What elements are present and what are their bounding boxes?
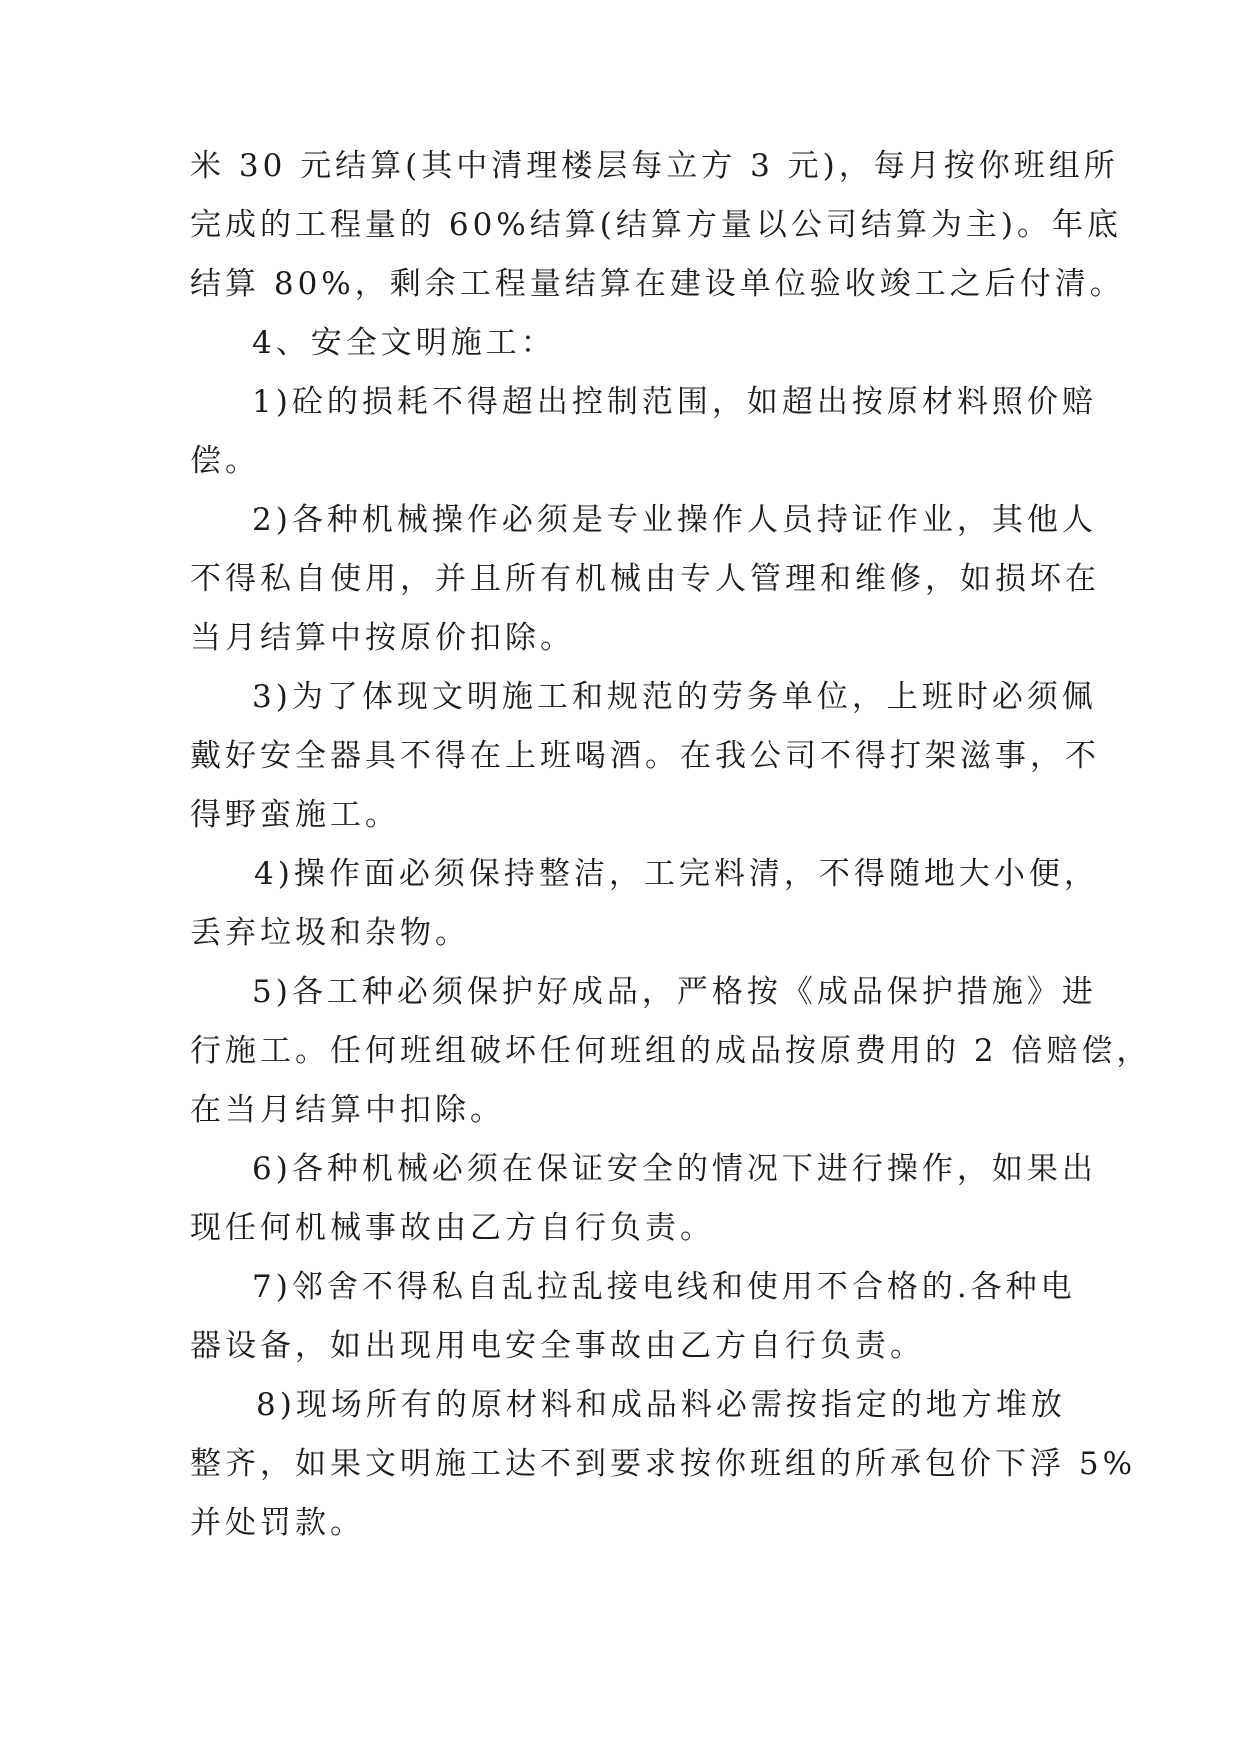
text-line: 5)各工种必须保护好成品，严格按《成品保护措施》进: [252, 974, 1097, 1010]
list-item-7: [190, 1258, 1076, 1376]
text-line: 当月结算中按原价扣除。: [190, 620, 575, 656]
text-line: 得野蛮施工。: [190, 797, 400, 833]
text-line: 不得私自使用，并且所有机械由专人管理和维修，如损坏在: [190, 561, 1100, 597]
text-line: 整齐，如果文明施工达不到要求按你班组的所承包价下浮 5%: [190, 1446, 1137, 1482]
section-heading: 4、安全文明施工：: [252, 325, 556, 361]
list-item-3: [190, 668, 1100, 845]
text-line: 8)现场所有的原材料和成品料必需按指定的地方堆放: [256, 1387, 1066, 1423]
text-line: 偿。: [190, 443, 260, 479]
text-line: 6)各种机械必须在保证安全的情况下进行操作，如果出: [252, 1151, 1097, 1187]
text-line: 1)砼的损耗不得超出控制范围，如超出按原材料照价赔: [252, 384, 1097, 420]
text-line: 完成的工程量的 60%结算(结算方量以公司结算为主)。年底: [190, 207, 1122, 243]
text-line: 在当月结算中扣除。: [190, 1092, 505, 1128]
list-item-4: [190, 845, 1099, 963]
document-body: [190, 137, 1152, 1553]
text-line: 器设备，如出现用电安全事故由乙方自行负责。: [190, 1328, 925, 1364]
text-line: 现任何机械事故由乙方自行负责。: [190, 1210, 715, 1246]
text-line: 戴好安全器具不得在上班喝酒。在我公司不得打架滋事，不: [190, 738, 1100, 774]
text-line: 结算 80%，剩余工程量结算在建设单位验收竣工之后付清。: [190, 266, 1125, 302]
text-line: 并处罚款。: [190, 1505, 365, 1541]
text-line: 米 30 元结算(其中清理楼层每立方 3 元)，每月按你班组所: [190, 148, 1119, 184]
section-heading-safety: [190, 314, 1070, 373]
text-line: 4)操作面必须保持整洁，工完料清，不得随地大小便，: [254, 856, 1099, 892]
text-line: 3)为了体现文明施工和规范的劳务单位，上班时必须佩: [252, 679, 1097, 715]
paragraph-payment-terms: [190, 137, 1125, 314]
text-line: 7)邻舍不得私自乱拉乱接电线和使用不合格的.各种电: [252, 1269, 1076, 1305]
list-item-8: [190, 1376, 1137, 1553]
list-item-2: [190, 491, 1100, 668]
list-item-6: [190, 1140, 1097, 1258]
text-line: 行施工。任何班组破坏任何班组的成品按原费用的 2 倍赔偿，: [190, 1033, 1152, 1069]
text-line: 丢弃垃圾和杂物。: [190, 915, 470, 951]
list-item-5: [190, 963, 1152, 1140]
text-line: 2)各种机械操作必须是专业操作人员持证作业，其他人: [252, 502, 1097, 538]
list-item-1: [190, 373, 1097, 491]
